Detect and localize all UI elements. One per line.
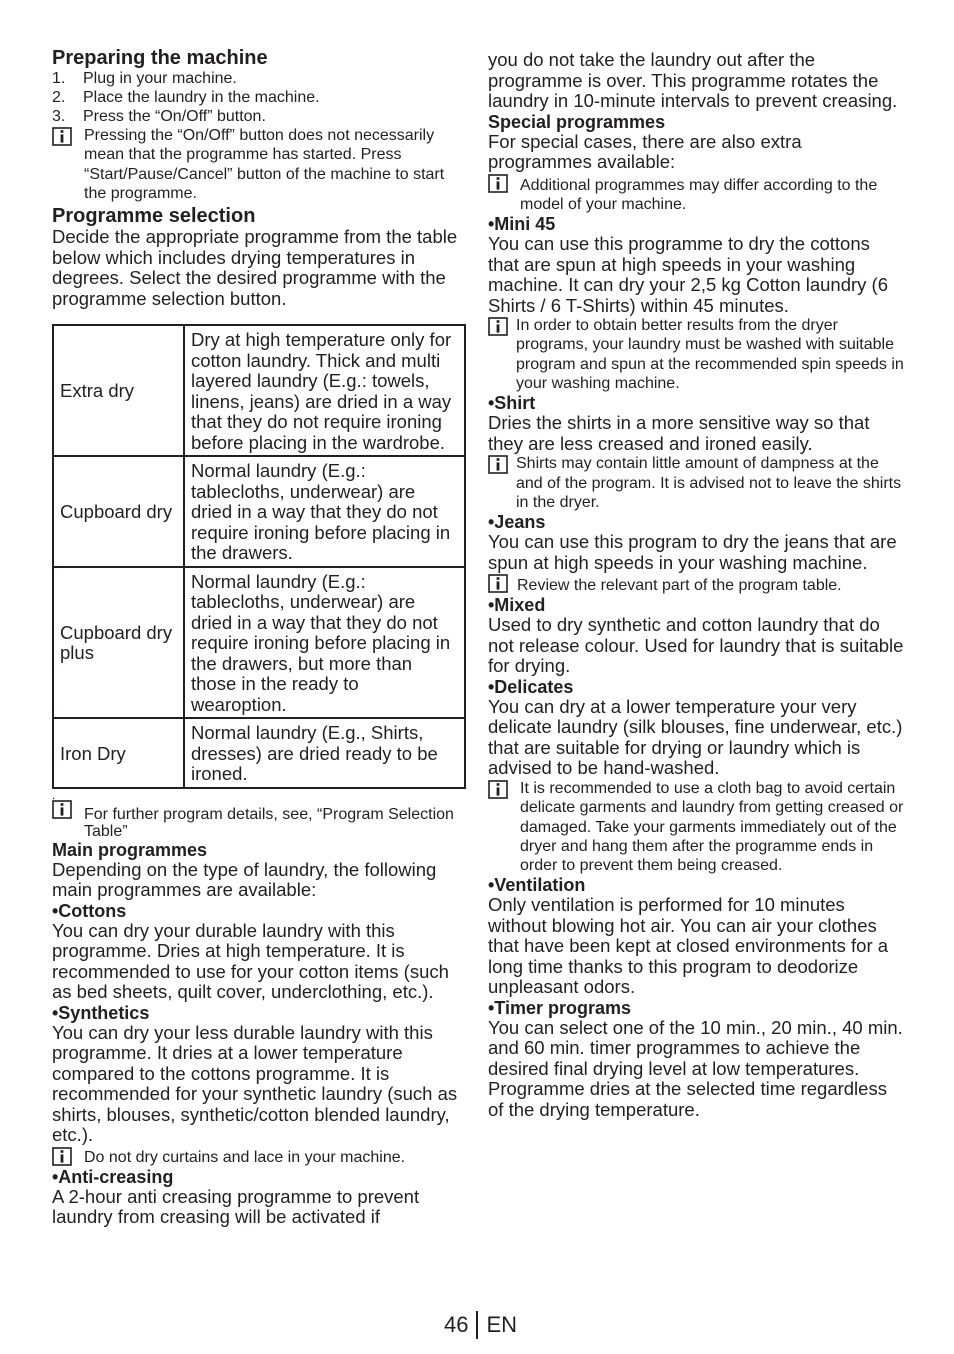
special-text: For special cases, there are also extra programmes available: [488,130,802,172]
note-additional [488,173,904,215]
programme-name: Cupboard dry [53,456,184,567]
programme-description: Normal laundry (E.g.: tablecloths, underwear) are dried in a way that they do not require ironing before placing in the drawers, but more than those in the ready to wearoption. [184,567,465,719]
step-text: Place the laundry in the machine. [83,89,320,106]
info-icon [52,126,84,203]
heading-special-programmes: Special programmes [488,111,666,132]
info-icon [488,779,520,875]
selection-text: Decide the appropriate programme from the table below which includes drying temperatures in degrees. Select the desired programme with the programme selection button. [52,226,458,309]
mixed-title: •Mixed [488,595,546,616]
synthetics-title: •Synthetics [52,1002,150,1023]
info-icon [52,799,84,840]
heading-preparing: Preparing the machine [52,47,268,69]
right-column [488,50,904,1120]
note-review [488,573,904,595]
note-text: Pressing the “On/Off” button does not necessarily mean that the programme has started. Press “Start/Pause/Cancel” button of the machine to start the programme. [84,127,445,202]
note-text: In order to obtain better results from the dryer programs, your laundry must be washed with suitable program and spun at the recommended spin speeds in your washing machine. [516,317,904,392]
shirt-title: •Shirt [488,393,536,414]
programme-table [52,324,466,789]
programme-name: Iron Dry [53,718,184,788]
ventilation-text: Only ventilation is performed for 10 minutes without blowing hot air. You can air your clothes that have been kept at closed environments for a long time thanks to this program to deodorize unpleasant odors. [488,894,889,998]
heading-selection: Programme selection [52,205,256,228]
info-icon [488,173,520,215]
jeans-text: You can use this program to dry the jeans that are spun at high speeds in your washing machine. [488,531,897,573]
table-row [53,567,465,719]
mini45-title: •Mini 45 [488,214,556,235]
page-footer [444,1311,517,1339]
main-text: Depending on the type of laundry, the following main programmes are available: [52,858,437,901]
note-text: Additional programmes may differ according to the model of your machine. [520,176,878,213]
programme-name: Extra dry [53,325,184,456]
preparing-steps [52,69,466,126]
mixed-text: Used to dry synthetic and cotton laundry that do not release colour. Used for laundry that is suitable for drying. [488,614,904,677]
note-onoff [52,126,466,203]
table-row [53,325,465,456]
note-curtains [52,1146,466,1167]
table-row [53,456,465,567]
page-number: 46 [444,1312,469,1337]
anticreasing-text: A 2-hour anti creasing programme to prevent laundry from creasing will be activated if [52,1185,420,1228]
synthetics-text: You can dry your less durable laundry with this programme. It dries at a lower temperature compared to the cottons programme. It is recommended for your synthetic laundry (such as shirts, blouses, synthetic/cotton blended laundry, etc.). [52,1021,458,1146]
note-shirts [488,454,904,512]
language-code: EN [486,1312,518,1337]
step-item [52,107,466,126]
stray-dot: . [52,787,56,802]
footer-divider [476,1311,478,1339]
cottons-title: •Cottons [52,900,127,921]
info-icon [52,1146,84,1167]
step-item [52,88,466,107]
left-column [52,48,466,1228]
delicates-text: You can dry at a lower temperature your very delicate laundry (silk blouses, fine underwear, etc.) that are suitable for drying or laundry which is advised to be hand-washed. [488,695,903,779]
step-item [52,69,466,88]
note-cloth-bag [488,779,904,875]
delicates-title: •Delicates [488,676,574,697]
anticreasing-title: •Anti-creasing [52,1166,174,1187]
note-text: For further program details, see, “Program Selection Table” [84,805,454,840]
note-text: Review the relevant part of the program table. [517,577,842,595]
programme-description: Normal laundry (E.g.: tablecloths, underwear) are dried in a way that they do not require ironing before placing in the drawers. [184,456,465,567]
ventilation-title: •Ventilation [488,875,586,896]
info-icon [488,573,517,595]
step-number: 3. [52,108,66,125]
shirt-text: Dries the shirts in a more sensitive way so that they are less creased and ironed easily. [488,412,870,454]
anticreasing-continued: you do not take the laundry out after the programme is over. This programme rotates the laundry in 10-minute intervals to prevent creasing. [488,49,898,111]
programme-name: Cupboard dry plus [53,567,184,719]
note-better-results [488,316,904,393]
timer-title: •Timer programs [488,997,632,1018]
note-text: Shirts may contain little amount of dampness at the and of the program. It is advised not to leave the shirts in the dryer. [516,455,902,511]
note-details [52,799,466,840]
jeans-title: •Jeans [488,512,546,533]
mini45-text: You can use this programme to dry the cottons that are spun at high speeds in your washing machine. It can dry your 2,5 kg Cotton laundry (6 Shirts / 6 T-Shirts) within 45 minutes. [488,233,889,316]
programme-description: Dry at high temperature only for cotton laundry. Thick and multi layered laundry (E.g.: towels, linens, jeans) are dried in a way that they do not require ironing before placing in the wardrobe. [184,325,465,456]
programme-description: Normal laundry (E.g., Shirts, dresses) are dried ready to be ironed. [184,718,465,788]
step-number: 1. [52,70,66,87]
cottons-text: You can dry your durable laundry with this programme. Dries at high temperature. It is recommended to use for your cotton items (such as bed sheets, quilt cover, underclothing, etc.). [52,919,449,1003]
step-text: Press the “On/Off” button. [83,108,266,125]
note-text: It is recommended to use a cloth bag to avoid certain delicate garments and laundry from getting creased or damaged. Take your garments immediately out of the dryer and hang them after the programme ends in order to prevent them being creased. [520,779,904,875]
table-row [53,718,465,788]
timer-text: You can select one of the 10 min., 20 min., 40 min. and 60 min. timer programmes to achieve the desired final drying level at low temperatures. Programme dries at the selected time regardless of the drying temperature. [488,1016,903,1120]
step-number: 2. [52,89,66,106]
note-text: Do not dry curtains and lace in your machine. [84,1148,406,1166]
step-text: Plug in your machine. [83,70,237,87]
heading-main-programmes: Main programmes [52,839,208,860]
